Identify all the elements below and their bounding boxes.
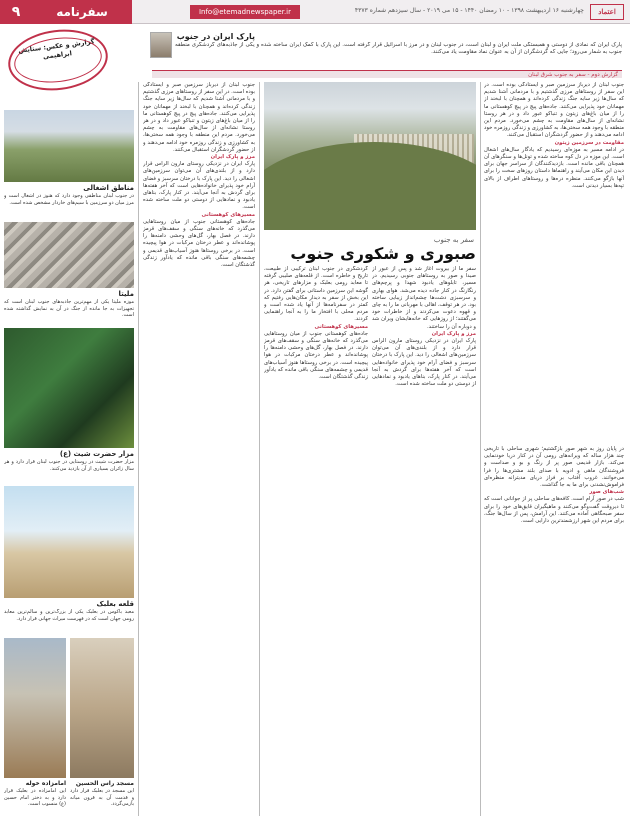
column-4-subhead: مرز و پارک ایران	[210, 154, 255, 161]
article-column-2	[372, 266, 476, 816]
main-landscape-photo	[264, 82, 476, 230]
column-2-text: سفر ما از بیروت آغاز شد و پس از عبور از صیدا و صور به روستاهای جنوبی رسیدیم. در مسیر، تابلوهای یادبود شهدا و پرچم‌های رنگارنگ در کنار جاده دیده می‌شد. هوای بهاری و سرسبزی دشت‌ها چشم‌انداز زیبایی ساخته بود. در هر توقف، اهالی با مهربانی ما را به چای و قهوه دعوت می‌کردند و از خاطرات خود می‌گفتند؛ از روزهایی که خانه‌هایشان ویران شد و دوباره آن را ساختند.	[372, 266, 476, 330]
sidebar-photo-shrine	[4, 328, 134, 448]
column-1b-subhead: شب‌های صور	[589, 489, 624, 496]
page-number: ۹	[0, 0, 32, 24]
column-3-text: گردشگری در جنوب لبنان ترکیبی از طبیعت، تاریخ و خاطره است. از قلعه‌های صلیبی گرفته تا معابد رومی بعلبک و مزارهای تاریخی، هر گوشه این سرزمین داستانی برای گفتن دارد. در این بخش از سفر به دیدار مکان‌هایی رفتیم که کمتر در سفرنامه‌ها از آنها یاد شده است و مردم محلی با افتخار ما را به آنجا راهنمایی کردند.	[264, 266, 368, 323]
column-4-subhead-2: مسیرهای کوهستانی	[201, 211, 255, 218]
article-column-1b	[484, 446, 624, 816]
sidebar-title-1: مناطق اشغالی	[83, 184, 134, 192]
section-bar	[152, 70, 622, 78]
column-1-text: جنوب لبنان از دیرباز سرزمین صبر و ایستادگی بوده است. در این سفر از روستاهای مرزی گذشتیم و با مردمانی آشنا شدیم که سال‌ها زیر سایه جنگ زندگی کرده‌اند و همچنان با لبخند از مهمانان خود پذیرایی می‌کنند. جاده‌های پیچ در پیچ کوهستانی ما را از میان باغ‌های زیتون و تنباکو عبور داد و در هر روستا نشانه‌ای از سال‌های مقاومت به چشم می‌خورد. مردم این منطقه با وجود همه سختی‌ها، به کشاورزی و زندگی روزمره خود ادامه می‌دهند و از حضور گردشگران استقبال می‌کنند.	[484, 82, 624, 139]
column-1b-text: در پایان روز به شهر صور بازگشتیم؛ شهری ساحلی با تاریخی چند هزار ساله که ویرانه‌های رومی آن در کنار دریا خودنمایی می‌کند. بازار قدیمی صور پر از رنگ و بو و صداست و فروشندگان ماهی و ادویه با صدای بلند مشتری‌ها را فرا می‌خوانند. غروب آفتاب بر فراز دریای مدیترانه منظره‌ای فراموش‌نشدنی برای ما به جا گذاشت.	[484, 446, 624, 489]
sidebar-caption-2: موزه ملیتا یکی از مهم‌ترین جاذبه‌های جنوب لبنان است که تجهیزات به جا مانده از جنگ در آن به نمایش گذاشته شده است.	[4, 299, 134, 318]
sidebar-photo-khawla	[4, 638, 66, 778]
intro-text: پارک ایران که نمادی از دوستی و همبستگی ملت ایران و لبنان است، در جنوب لبنان و در مرز با اسرائیل قرار گرفته است. این پارک با کمک ایران ساخته شده و یکی از جاذبه‌های گردشگری منطقه جنوب به شمار می‌رود؛ جایی که گردشگران از آن به عنوان نماد مقاومت یاد می‌کنند.	[175, 42, 622, 55]
column-3-text-2: جاده‌های کوهستانی جنوب از میان روستاهایی می‌گذرد که خانه‌های سنگی و سقف‌های قرمز دارند. در فصل بهار، گل‌های وحشی دامنه‌ها را پوشانده‌اند و عطر درختان مرکبات در هوا پیچیده است. در برخی روستاها هنوز آسیاب‌های قدیمی و چشمه‌های سنگی باقی مانده که یادآور زندگی گذشتگان است.	[264, 330, 368, 381]
article-column-3	[264, 266, 368, 816]
sidebar-title-4: قلعه بعلبک	[96, 600, 134, 608]
column-1-subhead: مقاومت در سرزمین زیتون	[554, 139, 624, 146]
column-divider	[259, 82, 260, 816]
sidebar-caption-5: این امامزاده در بعلبک قرار دارد و به دختر امام حسین (ع) منسوب است.	[4, 788, 66, 807]
sidebar-title-2: ملیتا	[118, 290, 134, 298]
sidebar-title-6: مسجد راس الحسین	[75, 780, 134, 787]
page-header	[0, 0, 630, 24]
column-4-text: جنوب لبنان از دیرباز سرزمین صبر و ایستادگی بوده است. در این سفر از روستاهای مرزی گذشتیم و با مردمانی آشنا شدیم که سال‌ها زیر سایه جنگ زندگی کرده‌اند و همچنان با لبخند از مهمانان خود پذیرایی می‌کنند. جاده‌های پیچ در پیچ کوهستانی ما را از میان باغ‌های زیتون و تنباکو عبور داد و در هر روستا نشانه‌ای از سال‌های مقاومت به چشم می‌خورد. مردم این منطقه با وجود همه سختی‌ها، به کشاورزی و زندگی روزمره خود ادامه می‌دهند و از حضور گردشگران استقبال می‌کنند.	[143, 82, 255, 153]
sidebar-photo-baalbek	[4, 486, 134, 598]
sidebar-title-5: امامزاده خوله	[25, 780, 66, 787]
column-4-text-2: پارک ایران در نزدیکی روستای مارون الراس قرار دارد و از بلندی‌های آن می‌توان سرزمین‌های اشغالی را دید. این پارک با درختان سرسبز و فضای آرام خود پذیرای خانواده‌هایی است که آخر هفته‌ها برای گردش به آنجا می‌آیند. در کنار پارک، بناهای یادبود و نمادهایی از دوستی دو ملت ساخته شده است.	[143, 161, 255, 211]
intro-title: پارک ایران در جنوب	[176, 32, 255, 41]
article-column-4	[143, 82, 255, 816]
sidebar-caption-6: این مسجد در بعلبک قرار دارد و قدمت آن به قرون میانه بازمی‌گردد.	[70, 788, 134, 807]
sidebar-photo-ras-al-hussein	[70, 638, 134, 778]
column-1-text-2: در ادامه مسیر به موزه‌ای رسیدیم که یادگار سال‌های اشغال است. این موزه در دل کوه ساخته شده و تونل‌ها و سنگرهای آن همچنان باقی مانده است. بازدیدکنندگان از سراسر جهان برای دیدن این مکان می‌آیند و راهنماها داستان روزهای سخت را برای آنها بازگو می‌کنند. منظره دره‌ها و روستاهای اطراف از بالای تپه‌ها بسیار دیدنی است.	[484, 146, 624, 189]
dateline: چهارشنبه ۱۶ اردیبهشت ۱۳۹۸ - ۱۰ رمضان ۱۴۴۰ - ۱۵ می ۲۰۱۹ - سال سیزدهم شماره ۴۳۷۳	[354, 7, 584, 14]
sidebar-photo-occupied	[4, 110, 134, 182]
author-stamp	[5, 24, 112, 96]
sidebar-caption-4: معبد باکوس در بعلبک یکی از بزرگ‌ترین و سالم‌ترین معابد رومی جهان است که در فهرست میراث جهانی قرار دارد.	[4, 609, 134, 622]
column-divider	[480, 82, 481, 816]
stamp-text: گزارش و عکس: ستایش ابراهیمی	[17, 37, 95, 61]
section-name: سفرنامه	[32, 0, 132, 24]
column-4-text-3: جاده‌های کوهستانی جنوب از میان روستاهایی می‌گذرد که خانه‌های سنگی و سقف‌های قرمز دارند. در فصل بهار، گل‌های وحشی دامنه‌ها را پوشانده‌اند و عطر درختان مرکبات در هوا پیچیده است. در برخی روستاها هنوز آسیاب‌های قدیمی و چشمه‌های سنگی باقی مانده که یادآور زندگی گذشتگان است.	[143, 218, 255, 269]
sidebar-caption-1: در جنوب لبنان مناطقی وجود دارد که هنوز در اشغال است و مرز میان دو سرزمین با سیم‌های خاردار مشخص شده است.	[4, 193, 134, 206]
article-column-1	[484, 82, 624, 442]
section-bar-label: گزارش دوم - سفر به جنوب شرق لبنان	[528, 72, 618, 78]
article-kicker: سفر به جنوب	[433, 236, 474, 244]
sidebar-caption-3: مزار حضرت شیث در روستایی در جنوب لبنان قرار دارد و هر سال زائران بسیاری از آن بازدید می‌کنند.	[4, 459, 134, 472]
article-headline: صبوری و شکوری جنوب	[290, 244, 476, 263]
email-link[interactable]: Info@etemadnewspaper.ir	[190, 5, 300, 19]
column-2-subhead: مرز و پارک ایران	[431, 330, 476, 337]
column-2-text-2: پارک ایران در نزدیکی روستای مارون الراس قرار دارد و از بلندی‌های آن می‌توان سرزمین‌های اشغالی را دید. این پارک با درختان سرسبز و فضای آرام خود پذیرای خانواده‌هایی است که آخر هفته‌ها برای گردش به آنجا می‌آیند. در کنار پارک، بناهای یادبود و نمادهایی از دوستی دو ملت ساخته شده است.	[372, 338, 476, 388]
sidebar-title-3: مزار حضرت شیث (ع)	[59, 450, 134, 458]
newspaper-logo: اعتماد	[590, 4, 624, 20]
column-3-subhead: مسیرهای کوهستانی	[314, 323, 368, 330]
intro-thumbnail	[150, 32, 172, 58]
column-1b-text-2: شب در صور آرام است. کافه‌های ساحلی پر از جوانانی است که تا دیروقت گفت‌وگو می‌کنند و ماهیگیران قایق‌های خود را برای سفر صبحگاهی آماده می‌کنند. این آرامش، پس از سال‌ها جنگ، برای مردم این شهر ارزشمندترین دارایی است.	[484, 496, 624, 525]
column-divider	[138, 82, 139, 816]
sidebar-photo-mleeta	[4, 222, 134, 288]
